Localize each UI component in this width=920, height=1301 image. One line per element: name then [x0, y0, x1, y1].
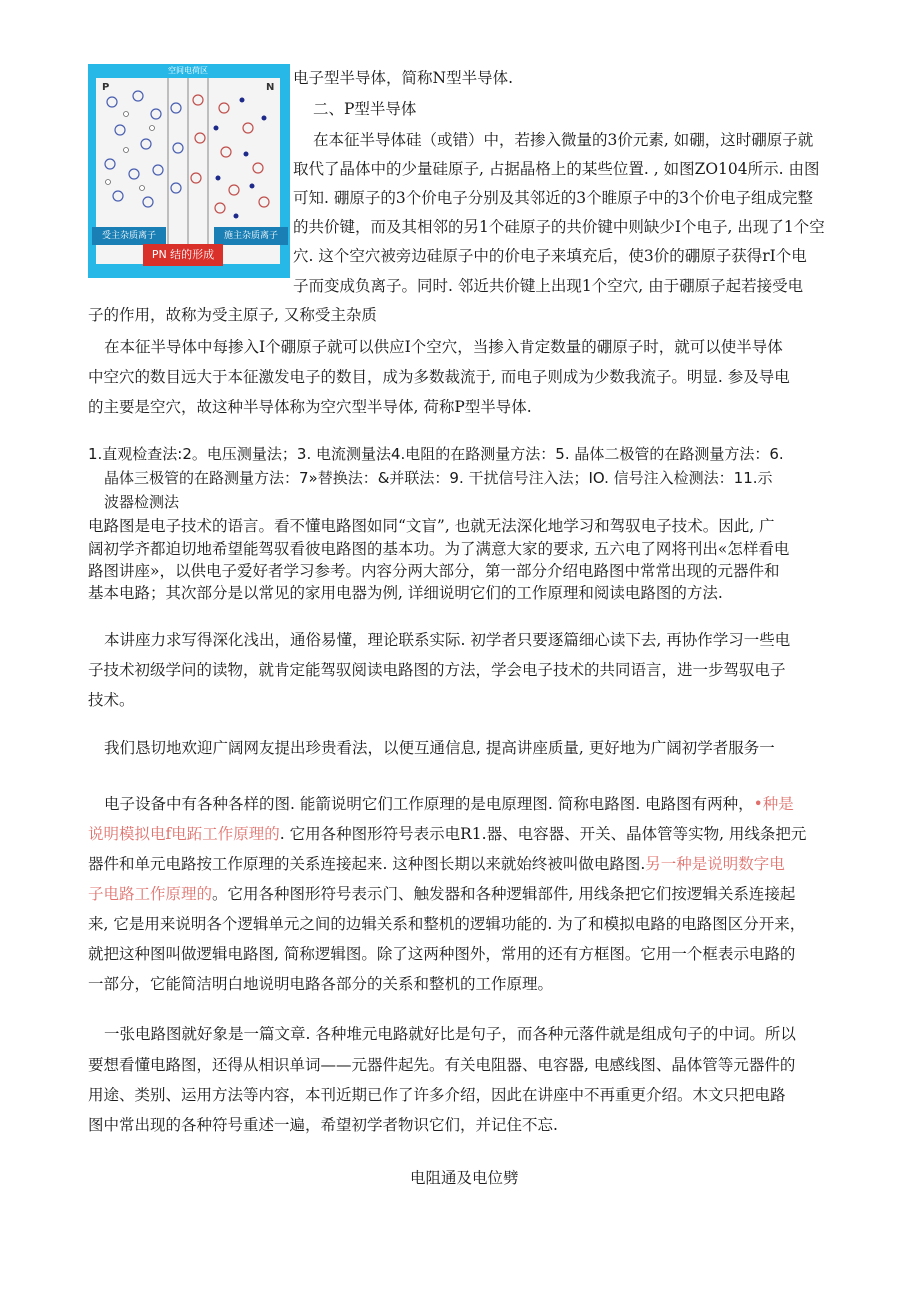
para-p-type-line: 可知. 硼原子的3个价电子分别及其邻近的3个睢原子中的3个价电子组成完整: [293, 189, 813, 207]
para-welcome: 我们恳切地欢迎广阔网友提出珍贵看法，以便互通信息, 提高讲座质量, 更好地为广阔初学者服务一: [104, 739, 775, 757]
para-n-type-end: 电子型半导体，简称N型半导体.: [293, 69, 513, 87]
figure-acceptor-tag: 受主杂质离子: [92, 227, 166, 245]
para-lecture-line: 子技术初级学问的读物，就肯定能驾驭阅读电路图的方法，学会电子技术的共同语言，进一步驾驭电子: [88, 661, 786, 679]
para-intro-line: 电路图是电子技术的语言。看不懂电路图如同“文盲”, 也就无法深化地学习和驾驭电子技术。因此, 广: [88, 517, 775, 535]
section-heading-resistor: 电阻通及电位劈: [410, 1169, 519, 1187]
methods-list-line: 波器检测法: [104, 493, 180, 511]
methods-list-line: 1.直观检查法:2。电压测量法；3. 电流测量法4.电阻的在路测量方法：5. 晶体二极管的在路测量方法：6.: [88, 445, 784, 463]
para-p-type-line: 子而变成负离子。同时. 邻近共价键上出现1个空穴, 由于硼原子起若接受电: [293, 277, 804, 295]
para-diagram-types-line: 说明模拟电f电跖工作原理的. 它用各种图形符号表示电R1.器、电容器、开关、晶体管等实物, 用线条把元: [88, 825, 807, 843]
figure-donor-tag: 施主杂质离子: [214, 227, 288, 245]
para-p-type-line: 取代了晶体中的少量硅原子, 占据晶格上的某些位置. , 如图ZO104所示. 由图: [293, 160, 820, 178]
para-reading-line: 图中常出现的各种符号重述一遍，希望初学者物识它们，并记住不忘.: [88, 1116, 558, 1134]
para-reading-line: 用途、类别、运用方法等内容，本刊近期已作了许多介绍，因此在讲座中不再重更介绍。木文只把电路: [88, 1086, 786, 1104]
para-p-type-line: 在本征半导体硅（或错）中，若掺入微量的3价元素, 如硼，这时硼原子就: [313, 131, 814, 149]
para-diagram-types-line: 子电路工作原理的。它用各种图形符号表示门、触发器和各种逻辑部件, 用线条把它们按逻辑关系连接起: [88, 885, 796, 903]
para-diagram-types-line: 器件和单元电路按工作原理的关系连接起来. 这种图长期以来就始终被叫做电路图.另一种是说明数字电: [88, 855, 785, 873]
para-p-type-line: 的共价键，而及其相邻的另1个硅原子的共价键中则缺少I个电子, 出现了1个空: [293, 218, 825, 236]
para-diagram-types-line: 电子设备中有各种各样的图. 能箭说明它们工作原理的是电原理图. 简称电路图. 电路图有两种，•种是: [104, 795, 794, 813]
para-lecture-line: 技术。: [88, 691, 135, 709]
para-reading-line: 要想看懂电路图，还得从相识单词——元器件起先。有关电阻器、电容器, 电感线图、晶体管等元器件的: [88, 1056, 796, 1074]
para-lecture-line: 本讲座力求写得深化浅出，通俗易懂，理论联系实际. 初学者只要逐篇细心读下去, 再协作学习一些电: [104, 631, 791, 649]
figure-diagram-area: [96, 78, 280, 264]
para-diagram-types-line: 就把这种图叫做逻辑电路图, 简称逻辑图。除了这两种图外，常用的还有方框图。它用一个框表示电路的: [88, 945, 796, 963]
figure-n-label: N: [266, 82, 275, 93]
para-intro-line: 路图讲座»，以供电子爱好者学习参考。内容分两大部分，第一部分介绍电路图中常常出现的元器件和: [88, 562, 780, 580]
methods-list-line: 晶体三极管的在路测量方法：7»替换法：&并联法：9. 干扰信号注入法；IO. 信号注入检测法：11.示: [104, 469, 773, 487]
figure-caption: PN 结的形成: [143, 244, 223, 266]
section-heading-p-type: 二、P型半导体: [313, 100, 417, 118]
pn-junction-figure: [88, 64, 290, 278]
para-holes-line: 在本征半导体中每掺入I个硼原子就可以供应I个空穴，当掺入肯定数量的硼原子时，就可以使半导体: [104, 338, 783, 356]
para-holes-line: 中空穴的数目远大于本征激发电子的数目，成为多数裁流于, 而电子则成为少数我流子。明显. 参及导电: [88, 368, 790, 386]
para-reading-line: 一张电路图就好象是一篇文章. 各种堆元电路就好比是句子，而各种元落件就是组成句子的中词。所以: [104, 1025, 796, 1043]
figure-p-label: P: [102, 82, 110, 93]
figure-title: 空间电荷区: [168, 66, 208, 75]
para-diagram-types-line: 来, 它是用来说明各个逻辑单元之间的边辑关系和整机的逻辑功能的. 为了和模拟电路的电路图区分开来，: [88, 915, 806, 933]
para-holes-line: 的主要是空穴，故这种半导体称为空穴型半导体, 荷称P型半导体.: [88, 398, 532, 416]
para-intro-line: 基本电路；其次部分是以常见的家用电器为例, 详细说明它们的工作原理和阅读电路图的方法.: [88, 584, 723, 602]
para-p-type-line: 子的作用，故称为受主原子, 又称受主杂质: [88, 306, 377, 324]
para-p-type-line: 穴. 这个空穴被旁边硅原子中的价电子来填充后，使3价的硼原子获得rI个电: [293, 247, 807, 265]
para-diagram-types-line: 一部分，它能简洁明白地说明电路各部分的关系和整机的工作原理。: [88, 975, 554, 993]
para-intro-line: 阔初学齐都迫切地希望能驾驭看彼电路图的基本功。为了满意大家的要求, 五六电了网将刊出«怎样看电: [88, 540, 790, 558]
